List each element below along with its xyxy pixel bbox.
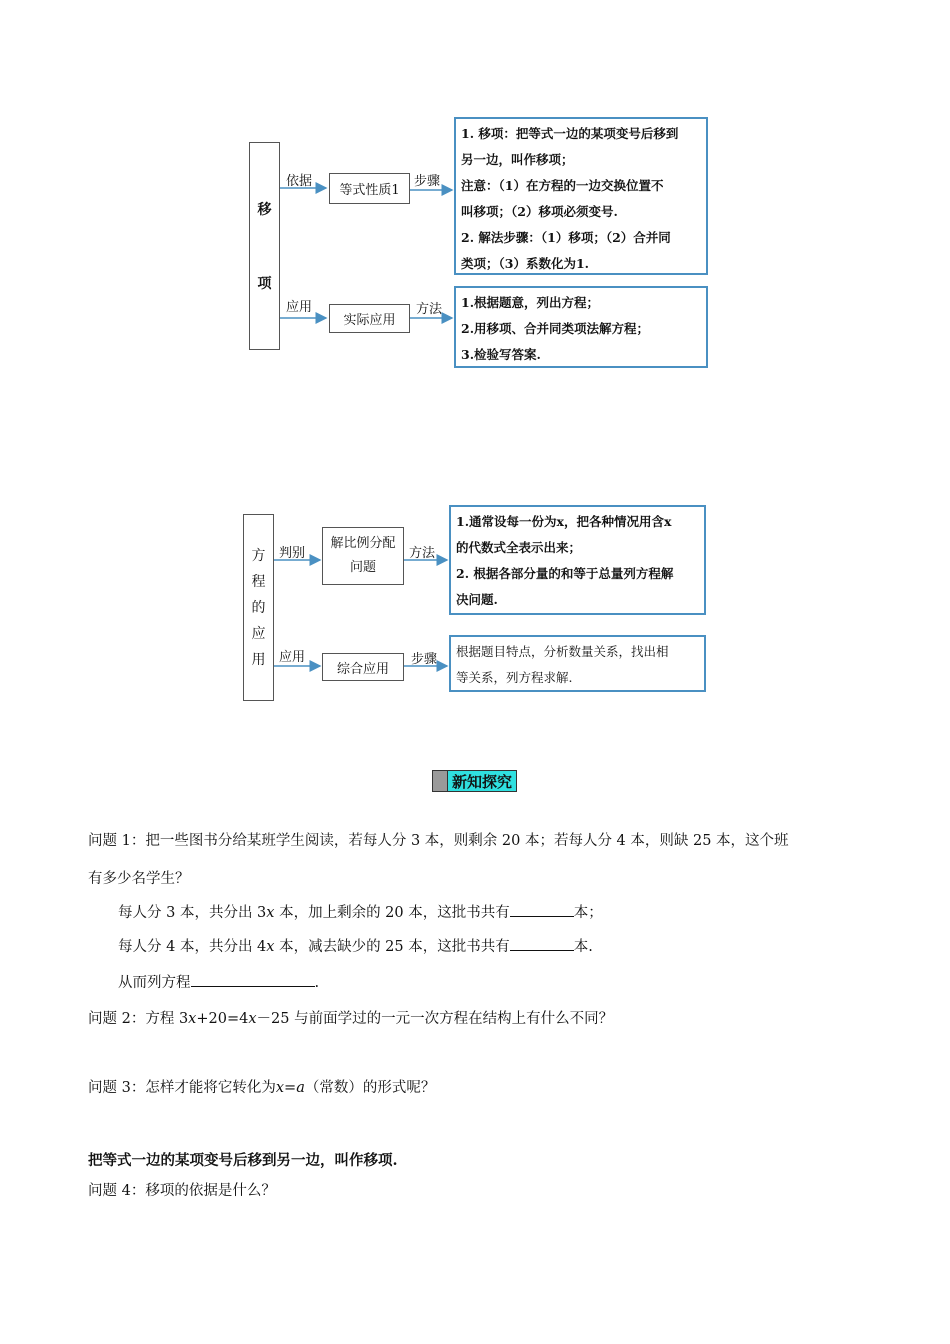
edge-label-application: 应用 <box>286 300 313 315</box>
info-line: 叫移项；（2）移项必须变号. <box>461 204 618 219</box>
text-segment: 从而列方程 <box>118 975 191 991</box>
info-line: 1.通常设每一份为x，把各种情况用含x <box>456 514 672 529</box>
text-segment: －25 与前面学过的一元一次方程在结构上有什么不同？ <box>256 1011 614 1027</box>
variable-x: x <box>266 905 275 921</box>
variable-x: x <box>248 1011 257 1027</box>
node-label: 等式性质1 <box>339 183 400 198</box>
section-title-marker <box>432 770 448 792</box>
edge-label-application: 应用 <box>279 650 306 665</box>
info-line: 2.用移项、合并同类项法解方程； <box>461 321 650 336</box>
question-1-line-2: 有多少名学生？ <box>88 871 190 887</box>
question-1-sub-1 <box>118 902 603 924</box>
answer-blank[interactable] <box>510 936 574 951</box>
root-char: 方 <box>251 547 266 564</box>
info-box-proportion-method <box>449 505 706 615</box>
root-char: 的 <box>251 599 266 616</box>
info-line: 注意：（1）在方程的一边交换位置不 <box>461 178 664 193</box>
equation-blank[interactable] <box>191 972 315 987</box>
edge-label-discriminate: 判别 <box>279 546 306 561</box>
diagram2-root <box>243 514 274 701</box>
question-3 <box>88 1077 435 1099</box>
root-char: 用 <box>251 651 266 668</box>
root-char: 项 <box>257 276 272 292</box>
info-line: 2. 解法步骤：（1）移项；（2）合并同 <box>461 230 671 245</box>
info-line: 的代数式全表示出来； <box>456 540 582 555</box>
text-segment: = <box>284 1080 297 1096</box>
section-title-text: 新知探究 <box>448 770 517 792</box>
variable-x: x <box>188 1011 197 1027</box>
text-segment: 本，加上剩余的 20 本，这批书共有 <box>274 905 510 921</box>
root-char: 移 <box>257 202 272 218</box>
edge-label-method: 方法 <box>409 546 436 561</box>
info-box-comprehensive-steps <box>449 635 706 692</box>
variable-a: a <box>296 1080 305 1096</box>
edge-label-basis: 依据 <box>286 174 313 189</box>
info-line: 3.检验写答案. <box>461 347 541 362</box>
text-segment: 每人分 3 本，共分出 3 <box>118 905 267 921</box>
edge-label-steps: 步骤 <box>411 652 438 667</box>
question-4: 问题 4：移项的依据是什么？ <box>88 1183 276 1199</box>
node-label: 实际应用 <box>343 313 396 328</box>
text-segment: . <box>314 975 320 991</box>
edge-label-method: 方法 <box>416 302 443 317</box>
edge-label-steps: 步骤 <box>414 174 441 189</box>
question-2 <box>88 1008 613 1030</box>
text-segment: 本. <box>573 939 593 955</box>
info-line: 根据题目特点，分析数量关系，找出相 <box>456 644 669 659</box>
text-segment: 每人分 4 本，共分出 4 <box>118 939 267 955</box>
text-segment: 本，减去缺少的 25 本，这批书共有 <box>274 939 510 955</box>
text-segment: +20=4 <box>196 1011 249 1027</box>
info-line: 另一边，叫作移项； <box>461 152 574 167</box>
root-char: 程 <box>251 573 266 590</box>
text-segment: （常数）的形式呢？ <box>304 1080 436 1096</box>
answer-blank[interactable] <box>510 902 574 917</box>
text-segment: 问题 3：怎样才能将它转化为 <box>88 1080 276 1096</box>
node-comprehensive-application <box>322 653 404 681</box>
info-line: 2. 根据各部分量的和等于总量列方程解 <box>456 566 674 581</box>
root-char: 应 <box>251 625 266 642</box>
info-line: 类项；（3）系数化为1. <box>461 256 589 271</box>
question-1-sub-3 <box>118 972 319 994</box>
variable-x: x <box>266 939 275 955</box>
variable-x: x <box>275 1080 285 1096</box>
text-segment: 本； <box>573 905 603 921</box>
definition-moving-terms: 把等式一边的某项变号后移到另一边，叫作移项. <box>88 1152 398 1169</box>
question-1-sub-2 <box>118 936 593 958</box>
text-segment: 问题 2：方程 3 <box>88 1011 189 1027</box>
node-label: 综合应用 <box>336 661 389 677</box>
info-line: 1.根据题意，列出方程； <box>461 295 600 310</box>
info-line: 决问题. <box>456 592 498 607</box>
question-1-line-1: 问题 1：把一些图书分给某班学生阅读，若每人分 3 本，则剩余 20 本；若每人分 4 本，则缺 25 本，这个班 <box>88 833 789 849</box>
node-label: 解比例分配 <box>330 536 396 551</box>
info-line: 1. 移项：把等式一边的某项变号后移到 <box>461 126 679 141</box>
node-proportional-distribution <box>322 527 404 585</box>
node-label: 问题 <box>349 560 376 575</box>
section-title <box>432 770 517 792</box>
info-line: 等关系，列方程求解. <box>456 670 573 685</box>
